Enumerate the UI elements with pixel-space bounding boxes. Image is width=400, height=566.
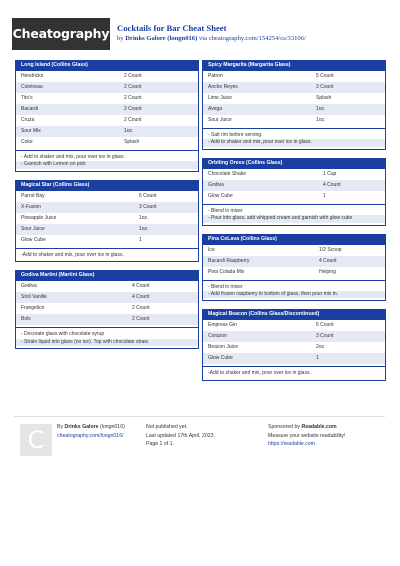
- section-spicy-margarita: [202, 60, 386, 150]
- by-label: by: [117, 35, 124, 42]
- section-title: Long Island (Collins Glass): [16, 60, 198, 71]
- page-number: Page 1 of 1.: [146, 441, 174, 448]
- ingredient-name: Bols: [21, 316, 31, 323]
- ingredient-name: Ancho Reyes: [208, 84, 238, 90]
- ingredient-row: [16, 202, 198, 213]
- ingredient-name: Patron: [208, 73, 223, 79]
- ingredient-name: Frangelico: [21, 305, 45, 312]
- right-column: [202, 60, 386, 389]
- ingredient-amount: Splash: [316, 95, 332, 101]
- ingredient-name: Coke: [21, 139, 33, 145]
- instruction-note: - Add to shaker and mix, pour over ice in glass.: [203, 139, 385, 146]
- section-title: Magical Beacon (Collins Glass/Discontinued): [203, 309, 385, 320]
- left-column: [15, 60, 199, 357]
- ingredient-row: [16, 191, 198, 202]
- last-updated: Last updated 17th April, 2023.: [146, 432, 215, 439]
- ingredient-name: Beacon Juice: [208, 344, 239, 351]
- instruction-note: - Strain liquid into glass (no ice). Top with chocolate straw.: [16, 339, 198, 346]
- sponsor-name[interactable]: Readable.com: [301, 424, 337, 430]
- ingredient-row: [16, 303, 198, 314]
- section-pina-colava: [202, 234, 386, 302]
- ingredient-row: [16, 213, 198, 224]
- ingredient-amount: 1 Cup: [323, 170, 337, 177]
- sponsored-by-label: Sponsored by: [268, 424, 301, 430]
- ingredient-amount: 1/2 Scoop: [319, 246, 342, 253]
- ingredient-name: Sour Juice: [208, 117, 232, 123]
- ingredient-name: Sour Mix: [21, 128, 41, 134]
- ingredient-amount: Splash: [124, 139, 140, 145]
- ingredient-table: [203, 320, 385, 364]
- ingredient-amount: 2 Count: [124, 106, 142, 112]
- ingredient-amount: 2 Count: [124, 84, 142, 90]
- ingredient-row: [203, 104, 385, 115]
- section-title: Pina CoLava (Collins Glass): [203, 234, 385, 245]
- ingredient-row: [203, 353, 385, 364]
- ingredient-name: Godiva: [208, 181, 224, 188]
- ingredient-amount: 4 Count: [132, 294, 150, 301]
- ingredient-amount: 4 Count: [319, 257, 337, 264]
- notes: [16, 248, 198, 261]
- ingredient-table: [16, 281, 198, 325]
- cheatography-c-icon: C: [20, 424, 52, 456]
- ingredient-row: [203, 169, 385, 180]
- ingredient-row: [16, 292, 198, 303]
- instruction-note: -Add to shaker and mix, pour over ice in glass.: [21, 251, 124, 258]
- section-title: Spicy Margarita (Margarita Glass): [203, 60, 385, 71]
- ingredient-row: [16, 93, 198, 104]
- ingredient-row: [16, 71, 198, 82]
- instruction-note: - Blend in mixer: [208, 283, 243, 290]
- ingredient-row: [203, 267, 385, 278]
- ingredient-amount: 4 Count: [323, 181, 341, 188]
- ingredient-amount: 5 Count: [316, 322, 334, 329]
- ingredient-row: [203, 82, 385, 93]
- instruction-note: - Decorate glass with chocolate syrup: [21, 331, 105, 338]
- ingredient-name: Godiva: [21, 283, 37, 290]
- notes: [203, 128, 385, 149]
- ingredient-name: Corazon: [208, 333, 227, 340]
- section-orbiting-oreos: [202, 158, 386, 226]
- ingredient-amount: 1: [139, 236, 142, 243]
- ingredient-amount: 1: [323, 192, 326, 199]
- ingredient-row: [203, 93, 385, 104]
- ingredient-amount: 1oz.: [139, 225, 149, 232]
- footer-author-link[interactable]: Drinks Galore: [64, 424, 99, 430]
- ingredient-name: Chocolate Shake: [208, 170, 247, 177]
- instruction-note: - Salt rim before serving.: [208, 132, 263, 138]
- ingredient-amount: 2 Count: [124, 117, 142, 123]
- ingredient-name: Pineapple Juice: [21, 214, 57, 221]
- section-godiva-martini: [15, 270, 199, 349]
- instruction-note: - Pour into glass, add whipped cream and garnish with glow cube: [203, 215, 385, 222]
- ingredient-name: Empress Gin: [208, 322, 237, 329]
- ingredient-row: [16, 104, 198, 115]
- ingredient-row: [203, 115, 385, 126]
- ingredient-name: Avega: [208, 106, 223, 112]
- author-link[interactable]: Drinks Galore (longn016): [125, 35, 198, 42]
- ingredient-row: [203, 331, 385, 342]
- ingredient-name: Parrot Bay: [21, 192, 45, 199]
- ingredient-name: Glow Cube: [208, 355, 233, 362]
- ingredient-amount: Helping: [319, 268, 336, 275]
- ingredient-amount: 1oz.: [139, 214, 149, 221]
- ingredient-table: [203, 71, 385, 126]
- ingredient-row: [16, 82, 198, 93]
- section-magical-star: [15, 180, 199, 262]
- ingredient-name: Tito's: [21, 95, 33, 101]
- ingredient-name: Bacardi: [21, 106, 38, 112]
- ingredient-row: [203, 71, 385, 82]
- ingredient-name: Glow Cube: [208, 192, 233, 199]
- notes: [203, 204, 385, 225]
- ingredient-name: Cruza: [21, 117, 35, 123]
- ingredient-row: [16, 281, 198, 292]
- section-long-island: [15, 60, 199, 172]
- ingredient-row: [16, 235, 198, 246]
- ingredient-amount: 1oz.: [316, 117, 326, 123]
- ingredient-row: [203, 191, 385, 202]
- author-handle: (longn016): [100, 424, 125, 430]
- by-label: By: [57, 424, 64, 430]
- ingredient-row: [203, 320, 385, 331]
- ingredient-amount: 2 Count: [124, 73, 142, 79]
- ingredient-name: Lime Juice: [208, 95, 232, 101]
- notes: [16, 150, 198, 171]
- instruction-note: - Garnish with Lemon on pick: [16, 161, 198, 168]
- ingredient-amount: 4 Count: [132, 283, 150, 290]
- ingredient-row: [203, 342, 385, 353]
- ingredient-row: [16, 137, 198, 148]
- section-title: Magical Star (Collins Glass): [16, 180, 198, 191]
- ingredient-amount: 3 Count: [316, 333, 334, 340]
- ingredient-row: [203, 180, 385, 191]
- footer-meta: [146, 423, 215, 449]
- ingredient-row: [16, 224, 198, 235]
- via-label: via: [198, 35, 208, 42]
- published-status: Not published yet.: [146, 424, 188, 430]
- cheatography-logo[interactable]: Cheatography: [12, 18, 110, 50]
- ingredient-amount: 1oz.: [124, 128, 134, 134]
- footer-author: [57, 423, 125, 440]
- ingredient-name: Pina Colada Mix: [208, 268, 245, 275]
- ingredient-amount: 5 Count: [139, 192, 157, 199]
- ingredient-amount: 5 Count: [316, 73, 334, 79]
- ingredient-name: Cointreau: [21, 84, 43, 90]
- ingredient-table: [203, 245, 385, 278]
- sponsor-tagline: Measure your website readability!: [268, 432, 346, 439]
- ingredient-name: Sour Juice: [21, 225, 45, 232]
- ingredient-amount: 2 Count: [132, 305, 150, 312]
- ingredient-amount: 2 Count: [132, 316, 150, 323]
- notes: [203, 366, 385, 379]
- ingredient-row: [203, 256, 385, 267]
- ingredient-amount: 1: [316, 355, 319, 362]
- ingredient-name: Bacardi Raspberry: [208, 257, 250, 264]
- ingredient-amount: 3 Count: [316, 84, 334, 90]
- instruction-note: -Add to shaker and mix, pour over ice in glass.: [208, 370, 311, 377]
- footer-sponsor: [268, 423, 345, 449]
- ingredient-table: [203, 169, 385, 202]
- instruction-note: - Add frozen raspberry to bottom of glass, then pour mix in.: [203, 291, 385, 298]
- ingredient-amount: 3 Count: [139, 203, 157, 210]
- ingredient-name: Ice: [208, 246, 215, 253]
- page-title: Cocktails for Bar Cheat Sheet: [117, 23, 227, 33]
- ingredient-row: [203, 245, 385, 256]
- notes: [203, 280, 385, 301]
- ingredient-row: [16, 126, 198, 137]
- instruction-note: - Blend in mixer: [208, 207, 243, 214]
- ingredient-table: [16, 191, 198, 246]
- page-subtitle: [117, 35, 306, 42]
- ingredient-name: X-Fusion: [21, 203, 42, 210]
- notes: [16, 327, 198, 348]
- section-title: Orbiting Oreos (Collins Glass): [203, 158, 385, 169]
- sponsor-url[interactable]: https://readable.com: [268, 441, 316, 448]
- instruction-note: - Add to shaker and mix, pour over ice in glass.: [21, 154, 125, 160]
- ingredient-row: [16, 115, 198, 126]
- footer-author-url[interactable]: cheatography.com/longn016/: [57, 432, 124, 439]
- footer-divider: [14, 416, 385, 417]
- ingredient-name: Glow Cube: [21, 236, 46, 243]
- ingredient-amount: 2oz.: [316, 344, 326, 351]
- section-magical-beacon: [202, 309, 386, 380]
- ingredient-amount: 2 Count: [124, 95, 142, 101]
- ingredient-name: Stoli Vanille: [21, 294, 47, 301]
- ingredient-table: [16, 71, 198, 148]
- ingredient-row: [16, 314, 198, 325]
- section-title: Godiva Martini (Martini Glass): [16, 270, 198, 281]
- ingredient-name: Hendricks: [21, 73, 44, 79]
- ingredient-amount: 1oz.: [316, 106, 326, 112]
- sheet-url-link[interactable]: cheatography.com/154254/cs/33106/: [208, 35, 306, 42]
